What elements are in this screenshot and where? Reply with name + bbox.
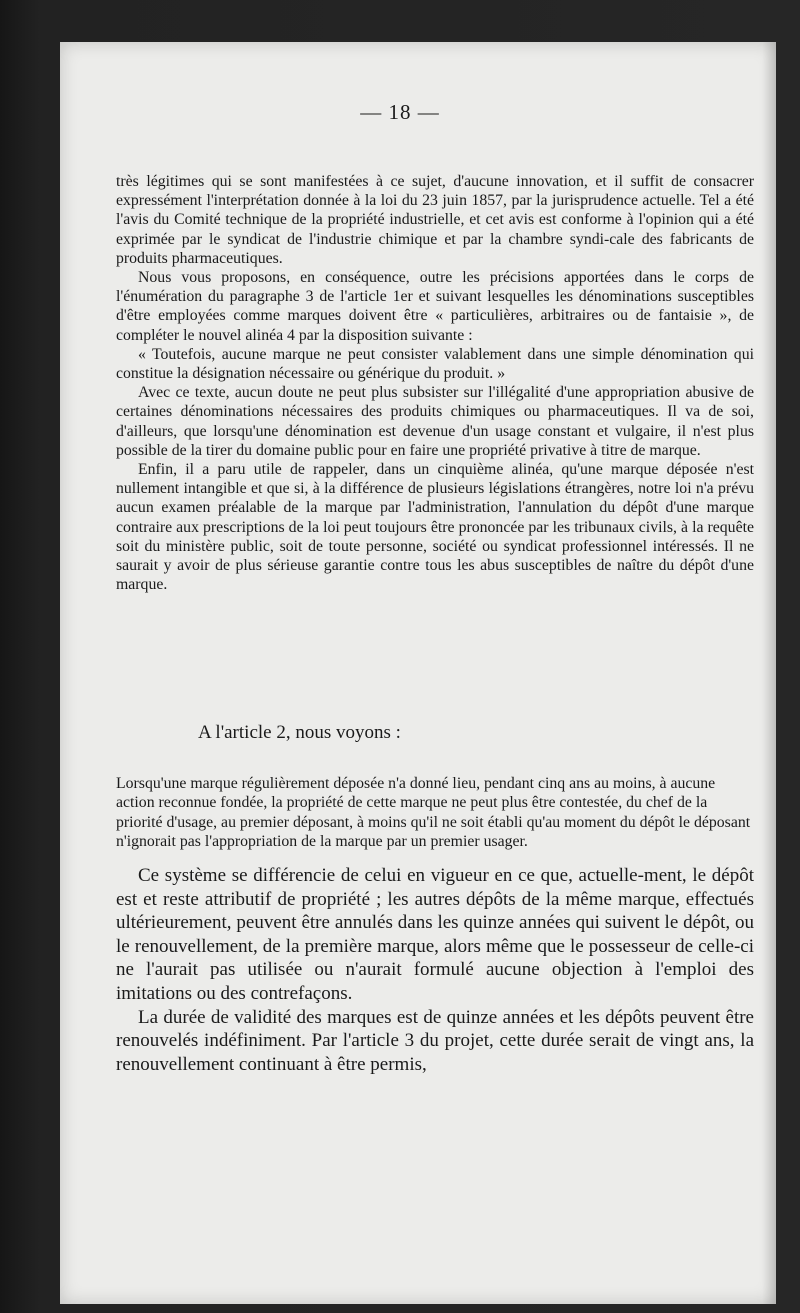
body-text-large	[116, 864, 754, 1076]
page-number: — 18 —	[360, 100, 440, 124]
section-heading-article-2: A l'article 2, nous voyons :	[198, 722, 401, 743]
article-2-quote-block	[116, 758, 754, 867]
paragraph-illegality: Avec ce texte, aucun doute ne peut plus subsister sur l'illégalité d'une appropriation abusive de certaines dénominations nécessaires des produits chimiques ou pharmaceutiques. Il va de soi, d'ailleurs, que lorsqu'une dénomination est devenue d'un usage constant et vulgaire, il n'est plus possible de la tirer du domaine public pour en faire une propriété privative à titre de marque.	[116, 384, 754, 459]
paragraph-annulment: Enfin, il a paru utile de rappeler, dans un cinquième alinéa, qu'une marque déposée n'est nullement intangible et que si, à la différence de plusieurs législations étrangères, notre loi n'a prévu aucun examen préalable de la marque par l'administration, l'annulation du dépôt d'une marque contraire aux prescriptions de la loi peut toujours être prononcée par les tribunaux civils, à la requête soit du ministère public, soit de toute personne, société ou syndicat professionnel intéressés. Il ne saurait y avoir de plus sérieuse garantie contre tous les abus susceptibles de naître du dépôt d'une marque.	[116, 461, 754, 594]
quoted-provision: « Toutefois, aucune marque ne peut consister valablement dans une simple dénomination qui constitue la désignation nécessaire ou générique du produit. »	[116, 345, 754, 383]
paragraph-continuation: très légitimes qui se sont manifestées à ce sujet, d'aucune innovation, et il suffit de consacrer expressément l'interprétation donnée à la loi du 23 juin 1857, par la jurisprudence actuelle. Tel a été l'avis du Comité technique de la propriété industrielle, et cet avis est conforme à l'opinion qui a été exprimée par le syndicat de l'industrie chimique et par la chambre syndi-cale des fabricants de produits pharmaceutiques.	[116, 173, 754, 267]
paragraph-validity-duration: La durée de validité des marques est de quinze années et les dépôts peuvent être renouvelés indéfiniment. Par l'article 3 du projet, cette durée serait de vingt ans, la renouvellement continuant à être permis,	[116, 1006, 754, 1075]
page-shadow-edge	[762, 42, 776, 1304]
paragraph-system-difference: Ce système se différencie de celui en vigueur en ce que, actuelle-ment, le dépôt est et reste attributif de propriété ; les autres dépôts de la même marque, effectués ultérieurement, peuvent être annulés dans les quinze années qui suivent le dépôt, ou le renouvellement, de la première marque, alors même que le possesseur de celle-ci ne l'aurait pas utilisée ou n'aurait formulé aucune objection à l'emploi des imitations ou des contrefaçons.	[116, 865, 754, 1004]
body-text-small	[116, 172, 754, 594]
paragraph-proposal: Nous vous proposons, en conséquence, outre les précisions apportées dans le corps de l'énumération du paragraphe 3 de l'article 1er et suivant lesquelles les dénominations susceptibles d'être employées comme marques doivent être « particulières, arbitraires ou de fantaisie », de compléter le nouvel alinéa 4 par la disposition suivante :	[116, 269, 754, 344]
article-2-quote: Lorsqu'une marque régulièrement déposée n'a donné lieu, pendant cinq ans au moins, à aucune action reconnue fondée, la propriété de cette marque ne peut plus être contestée, du chef de la priorité d'usage, au premier déposant, à moins qu'il ne soit établi qu'au moment du dépôt le déposant n'ignorait pas l'appropriation de la marque par un premier usager.	[116, 774, 751, 851]
